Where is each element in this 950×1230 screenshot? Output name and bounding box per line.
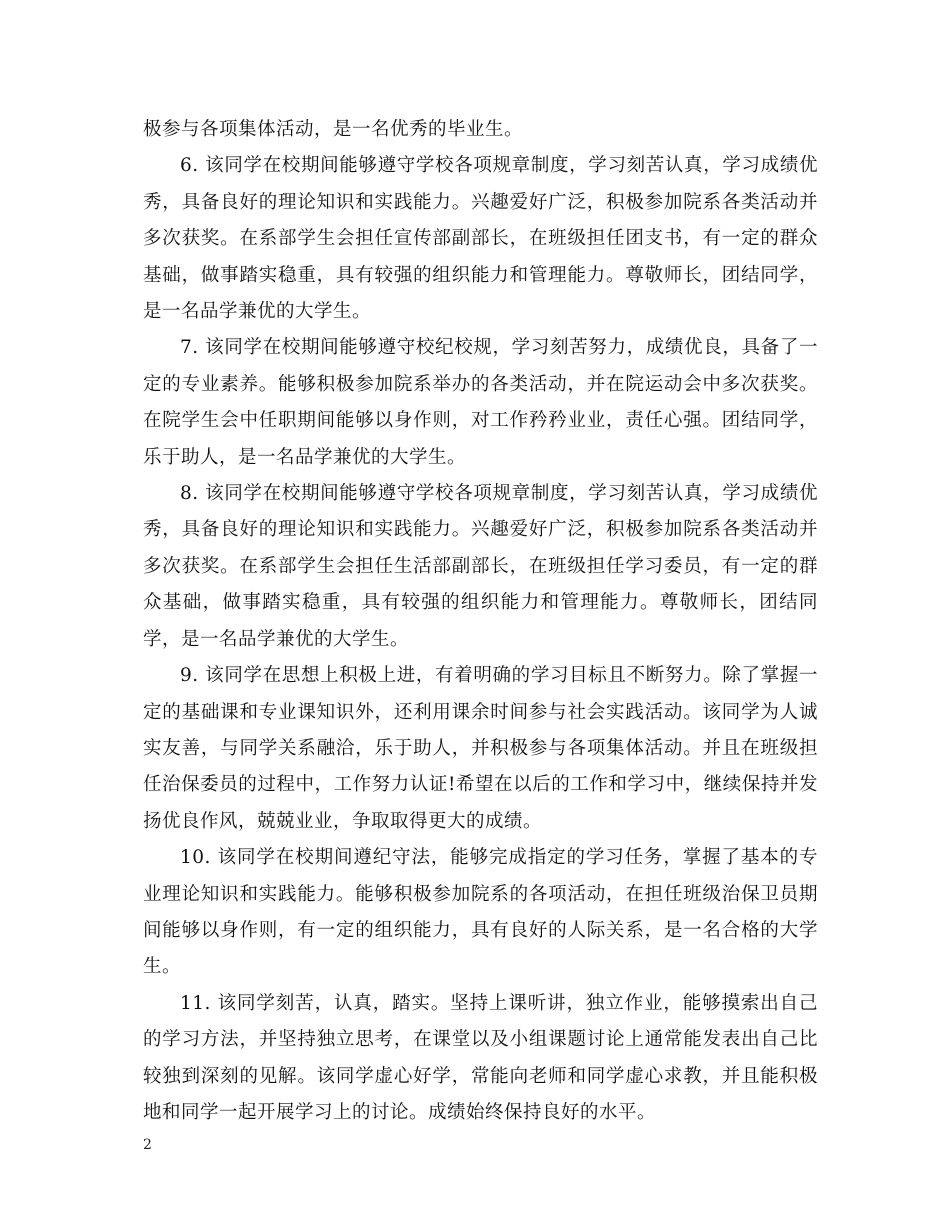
- paragraph-item-6: 6. 该同学在校期间能够遵守学校各项规章制度，学习刻苦认真，学习成绩优秀，具备良好的理论知识和实践能力。兴趣爱好广泛，积极参加院系各类活动并多次获奖。在系部学生会担任宣传部副部长，在班级担任团支书，有一定的群众基础，做事踏实稳重，具有较强的组织能力和管理能力。尊敬师长，团结同学，是一名品学兼优的大学生。: [143, 155, 818, 323]
- paragraph-item-11: 11. 该同学刻苦，认真，踏实。坚持上课听讲，独立作业，能够摸索出自己的学习方法，并坚持独立思考，在课堂以及小组课题讨论上通常能发表出自己比较独到深刻的见解。该同学虚心好学，常能向老师和同学虚心求教，并且能积极地和同学一起开展学习上的讨论。成绩始终保持良好的水平。: [143, 992, 818, 1123]
- page-number: 2: [143, 1137, 152, 1153]
- paragraph-continuation: 极参与各项集体活动，是一名优秀的毕业生。: [143, 119, 524, 140]
- document-body: [143, 112, 818, 1131]
- paragraph-item-8: 8. 该同学在校期间能够遵守学校各项规章制度，学习刻苦认真，学习成绩优秀，具备良好的理论知识和实践能力。兴趣爱好广泛，积极参加院系各类活动并多次获奖。在系部学生会担任生活部副部长，在班级担任学习委员，有一定的群众基础，做事踏实稳重，具有较强的组织能力和管理能力。尊敬师长，团结同学，是一名品学兼优的大学生。: [143, 483, 818, 650]
- paragraph-item-9: 9. 该同学在思想上积极上进，有着明确的学习目标且不断努力。除了掌握一定的基础课和专业课知识外，还利用课余时间参与社会实践活动。该同学为人诚实友善，与同学关系融洽，乐于助人，并积极参与各项集体活动。并且在班级担任治保委员的过程中，工作努力认证!希望在以后的工作和学习中，继续保持并发扬优良作风，兢兢业业，争取取得更大的成绩。: [143, 665, 818, 832]
- paragraph-item-10: 10. 该同学在校期间遵纪守法，能够完成指定的学习任务，掌握了基本的专业理论知识和实践能力。能够积极参加院系的各项活动，在担任班级治保卫员期间能够以身作则，有一定的组织能力，具有良好的人际关系，是一名合格的大学生。: [143, 847, 818, 978]
- paragraph-item-7: 7. 该同学在校期间能够遵守校纪校规，学习刻苦努力，成绩优良，具备了一定的专业素养。能够积极参加院系举办的各类活动，并在院运动会中多次获奖。在院学生会中任职期间能够以身作则，对工作矜矜业业，责任心强。团结同学，乐于助人，是一名品学兼优的大学生。: [143, 337, 818, 468]
